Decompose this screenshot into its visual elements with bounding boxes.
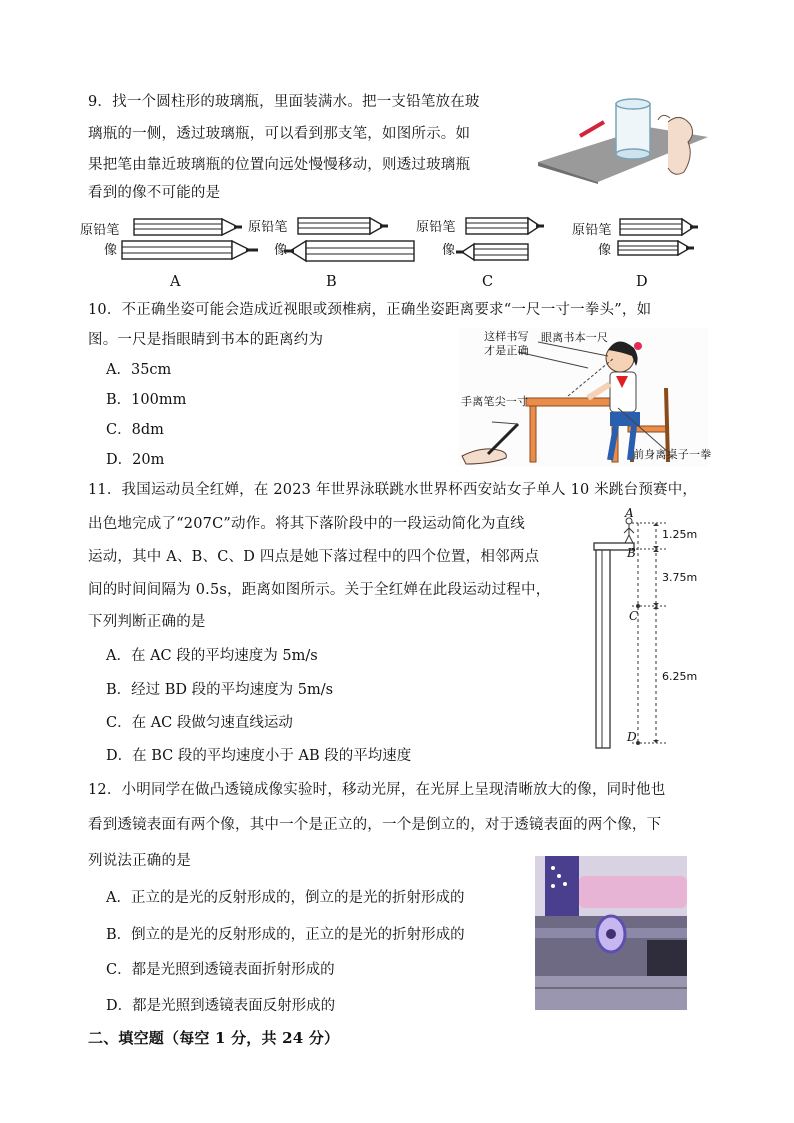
q11-line-5: 下列判断正确的是 <box>88 614 206 630</box>
q10-fig-label-eye: 眼离书本一尺 <box>541 331 609 344</box>
q9-a-pencils <box>122 217 262 261</box>
q10-fig-label-chest: 前身离桌子一拳 <box>633 448 712 461</box>
q12-line-3: 列说法正确的是 <box>88 853 191 869</box>
q12-option-c: C．都是光照到透镜表面折射形成的 <box>106 962 335 978</box>
q11-line-4: 间的时间间隔为 0.5s，距离如图所示。关于全红婵在此段运动过程中， <box>88 582 551 598</box>
q12-option-a: A．正立的是光的反射形成的，倒立的是光的折射形成的 <box>106 890 465 906</box>
point-c-label: C <box>629 609 639 623</box>
q9-option-a: A <box>170 274 181 290</box>
section-2-title: 二、填空题（每空 1 分，共 24 分） <box>88 1029 340 1047</box>
q9-b-image-label: 像 <box>274 243 288 258</box>
q11-option-d: D．在 BC 段的平均速度小于 AB 段的平均速度 <box>106 748 412 764</box>
q9-c-original-label: 原铅笔 <box>416 220 456 235</box>
q12-line-1: 12．小明同学在做凸透镜成像实验时，移动光屏，在光屏上呈现清晰放大的像，同时他也 <box>88 782 666 798</box>
point-a-label: A <box>625 506 634 520</box>
q12-option-b: B．倒立的是光的反射形成的，正立的是光的折射形成的 <box>106 927 465 943</box>
q9-c-pencils <box>460 216 570 264</box>
q12-option-d: D．都是光照到透镜表面反射形成的 <box>106 998 336 1014</box>
q11-option-b: B．经过 BD 段的平均速度为 5m/s <box>106 682 334 698</box>
q10-line-2: 图。一尺是指眼睛到书本的距离约为 <box>88 332 324 348</box>
q11-line-3: 运动，其中 A、B、C、D 四点是她下落过程中的四个位置，相邻两点 <box>88 549 540 565</box>
q9-d-original-label: 原铅笔 <box>572 223 612 238</box>
q9-b-pencils <box>288 216 418 264</box>
q9-a-image-label: 像 <box>104 243 118 258</box>
q11-option-a: A．在 AC 段的平均速度为 5m/s <box>106 648 318 664</box>
distance-cd-label: 6.25m <box>662 670 698 683</box>
q9-d-pencils <box>618 217 718 261</box>
q10-option-a: A．35cm <box>106 362 172 378</box>
q10-option-b: B．100mm <box>106 392 187 408</box>
q9-a-original-label: 原铅笔 <box>80 223 120 238</box>
q9-line-2: 璃瓶的一侧，透过玻璃瓶，可以看到那支笔，如图所示。如 <box>88 126 471 142</box>
distance-bc-label: 3.75m <box>662 571 698 584</box>
q10-option-c: C．8dm <box>106 422 164 438</box>
point-b-label: B <box>627 546 636 560</box>
q9-option-d: D <box>636 274 648 290</box>
q10-line-1: 10．不正确坐姿可能会造成近视眼或颈椎病，正确坐姿距离要求“一尺一寸一拳头”，如 <box>88 302 652 318</box>
q11-line-1: 11．我国运动员全红婵，在 2023 年世界泳联跳水世界杯西安站女子单人 10 米跳台预赛中， <box>88 482 698 498</box>
glass-bottle-figure <box>518 92 708 184</box>
q9-line-4: 看到的像不可能的是 <box>88 185 221 201</box>
q9-line-1: 9．找一个圆柱形的玻璃瓶，里面装满水。把一支铅笔放在玻 <box>88 94 480 110</box>
q9-option-b: B <box>326 274 337 290</box>
q12-line-2: 看到透镜表面有两个像，其中一个是正立的，一个是倒立的，对于透镜表面的两个像，下 <box>88 817 662 833</box>
q9-line-3: 果把笔由靠近玻璃瓶的位置向远处慢慢移动，则透过玻璃瓶 <box>88 157 471 173</box>
diving-platform-figure <box>588 505 708 750</box>
q11-option-c: C．在 AC 段做匀速直线运动 <box>106 715 293 731</box>
lens-experiment-photo <box>535 856 687 1010</box>
point-d-label: D <box>627 730 637 744</box>
q9-c-image-label: 像 <box>442 243 456 258</box>
q10-option-d: D．20m <box>106 452 165 468</box>
q9-d-image-label: 像 <box>598 243 612 258</box>
distance-ab-label: 1.25m <box>662 528 698 541</box>
q10-fig-label-correct: 才是正确 <box>484 344 529 357</box>
q10-fig-label-hand: 手离笔尖一寸 <box>461 395 529 408</box>
q9-option-c: C <box>482 274 494 290</box>
q11-line-2: 出色地完成了“207C”动作。将其下落阶段中的一段运动简化为直线 <box>88 516 525 532</box>
q10-fig-label-write: 这样书写 <box>484 330 529 343</box>
q9-b-original-label: 原铅笔 <box>248 220 288 235</box>
